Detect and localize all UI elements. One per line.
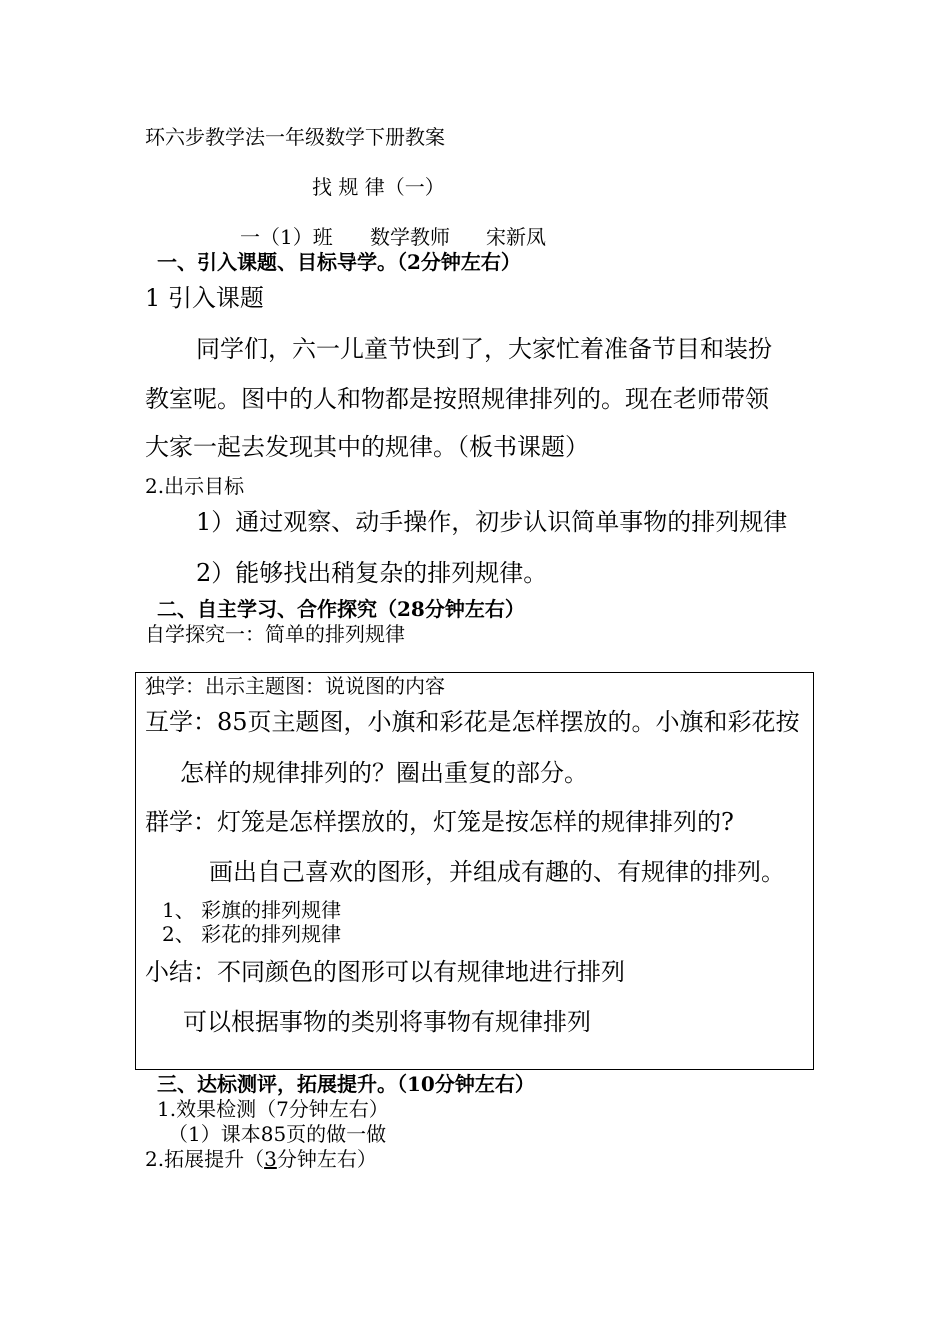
box-line5: 画出自己喜欢的图形，并组成有趣的、有规律的排列。 <box>209 858 785 886</box>
section1-para-line1: 同学们，六一儿童节快到了，大家忙着准备节目和装扮 <box>196 335 772 363</box>
box-line8: 小结：不同颜色的图形可以有规律地进行排列 <box>145 958 625 986</box>
section1-para-line3: 大家一起去发现其中的规律。（板书课题） <box>145 433 589 461</box>
section1-sub2: 2.出示目标 <box>145 474 245 498</box>
item2-number: 3 <box>264 1147 277 1171</box>
section2-sub1: 自学探究一：简单的排列规律 <box>145 622 405 646</box>
section1-para-line2: 教室呢。图中的人和物都是按照规律排列的。现在老师带领 <box>145 385 769 413</box>
item2-suffix: 分钟左右） <box>276 1147 377 1171</box>
item2-prefix: 2.拓展提升（ <box>145 1147 265 1171</box>
box-line6: 1、 彩旗的排列规律 <box>162 898 342 922</box>
goal-2: 2）能够找出稍复杂的排列规律。 <box>196 559 548 587</box>
section3-heading: 三、达标测评，拓展提升。（10分钟左右） <box>157 1072 535 1096</box>
class-info: 一（1）班 <box>240 225 333 249</box>
doc-title: 环六步教学法一年级数学下册教案 <box>145 125 445 149</box>
lesson-title: 找 规 律（一） <box>312 175 445 199</box>
section1-sub1: 1 引入课题 <box>145 284 264 312</box>
box-line9: 可以根据事物的类别将事物有规律排列 <box>183 1008 591 1036</box>
box-line2: 互学：85页主题图，小旗和彩花是怎样摆放的。小旗和彩花按 <box>145 708 800 736</box>
section3-item1-sub: （1）课本85页的做一做 <box>168 1122 387 1146</box>
box-line3: 怎样的规律排列的？圈出重复的部分。 <box>180 759 588 787</box>
section2-heading: 二、自主学习、合作探究（28分钟左右） <box>157 597 525 621</box>
section3-item2 <box>145 1149 377 1169</box>
box-line7: 2、 彩花的排列规律 <box>162 922 342 946</box>
section1-heading: 一、引入课题、目标导学。（2分钟左右） <box>157 250 521 274</box>
teacher-name: 宋新凤 <box>486 225 546 249</box>
section3-item1: 1.效果检测（7分钟左右） <box>157 1097 389 1121</box>
teacher-role: 数学教师 <box>370 225 450 249</box>
box-line4: 群学：灯笼是怎样摆放的，灯笼是按怎样的规律排列的? <box>145 808 734 836</box>
goal-1: 1）通过观察、动手操作，初步认识简单事物的排列规律 <box>196 508 788 536</box>
box-line1: 独学：出示主题图：说说图的内容 <box>145 674 445 698</box>
